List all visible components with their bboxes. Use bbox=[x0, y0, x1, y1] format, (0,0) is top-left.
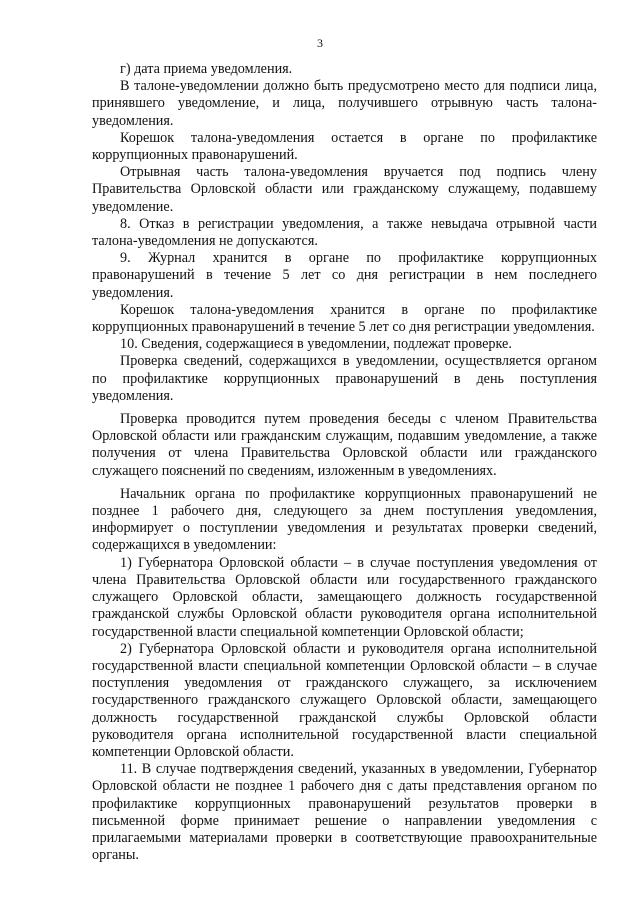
document-body bbox=[92, 61, 597, 864]
paragraph-signature-place: В талоне-уведомлении должно быть предусмотрено место для подписи лица, принявшего уведомление, и лица, получившего отрывную часть талона-уведомления. bbox=[92, 78, 597, 129]
paragraph-reception-date: г) дата приема уведомления. bbox=[120, 61, 293, 77]
paragraph-item-8: 8. Отказ в регистрации уведомления, а также невыдача отрывной части талона-уведомления не допускаются. bbox=[92, 215, 597, 250]
paragraph-item-10: 10. Сведения, содержащиеся в уведомлении, подлежат проверке. bbox=[120, 336, 512, 353]
paragraph-subitem-2: 2) Губернатора Орловской области и руководителя органа исполнительной государственной власти специальной компетенции Орловской области – в случае поступления уведомления от гражданского служащего, за исключением государственного гражданского служащего Орловской области, замещающего должность государственной гражданской службы Орловской области руководителя органа исполнительной государственной власти специальной компетенции Орловской области. bbox=[92, 640, 597, 760]
paragraph-check-timing: Проверка сведений, содержащихся в уведомлении, осуществляется органом по профилактике коррупционных правонарушений в день поступления уведомления. bbox=[92, 353, 597, 404]
paragraph-subitem-1: 1) Губернатора Орловской области – в случае поступления уведомления от члена Правительства Орловской области или государственного гражданского служащего Орловской области, замещающего должность государственной гражданской службы Орловской области руководителя органа исполнительной государственной власти специальной компетенции Орловской области; bbox=[92, 554, 597, 640]
paragraph-check-method: Проверка проводится путем проведения беседы с членом Правительства Орловской области или гражданским служащим, подавшим уведомление, а также получения от члена Правительства Орловской области или гражданского служащего пояснений по сведениям, изложенным в уведомлениях. bbox=[92, 411, 597, 479]
paragraph-stub-remains: Корешок талона-уведомления остается в органе по профилактике коррупционных правонарушений. bbox=[92, 129, 597, 164]
paragraph-head-informs: Начальник органа по профилактике коррупционных правонарушений не позднее 1 рабочего дня, следующего за днем поступления уведомления, информирует о поступлении уведомления и результатах проверки сведений, содержащихся в уведомлении: bbox=[92, 485, 597, 554]
paragraph-item-11: 11. В случае подтверждения сведений, указанных в уведомлении, Губернатор Орловской области не позднее 1 рабочего дня с даты представления органом по профилактике коррупционных правонарушений результатов проверки в письменной форме принимает решение о направлении уведомления с прилагаемыми материалами проверки в соответствующие правоохранительные органы. bbox=[92, 761, 597, 864]
paragraph-detachable-part: Отрывная часть талона-уведомления вручается под подпись члену Правительства Орловской области или гражданскому служащему, подавшему уведомление. bbox=[92, 164, 597, 215]
page-number: 3 bbox=[317, 36, 323, 50]
paragraph-stub-storage: Корешок талона-уведомления хранится в органе по профилактике коррупционных правонарушений в течение 5 лет со дня регистрации уведомления. bbox=[92, 301, 597, 336]
paragraph-item-9: 9. Журнал хранится в органе по профилактике коррупционных правонарушений в течение 5 лет со дня регистрации в нем последнего уведомления. bbox=[92, 250, 597, 301]
